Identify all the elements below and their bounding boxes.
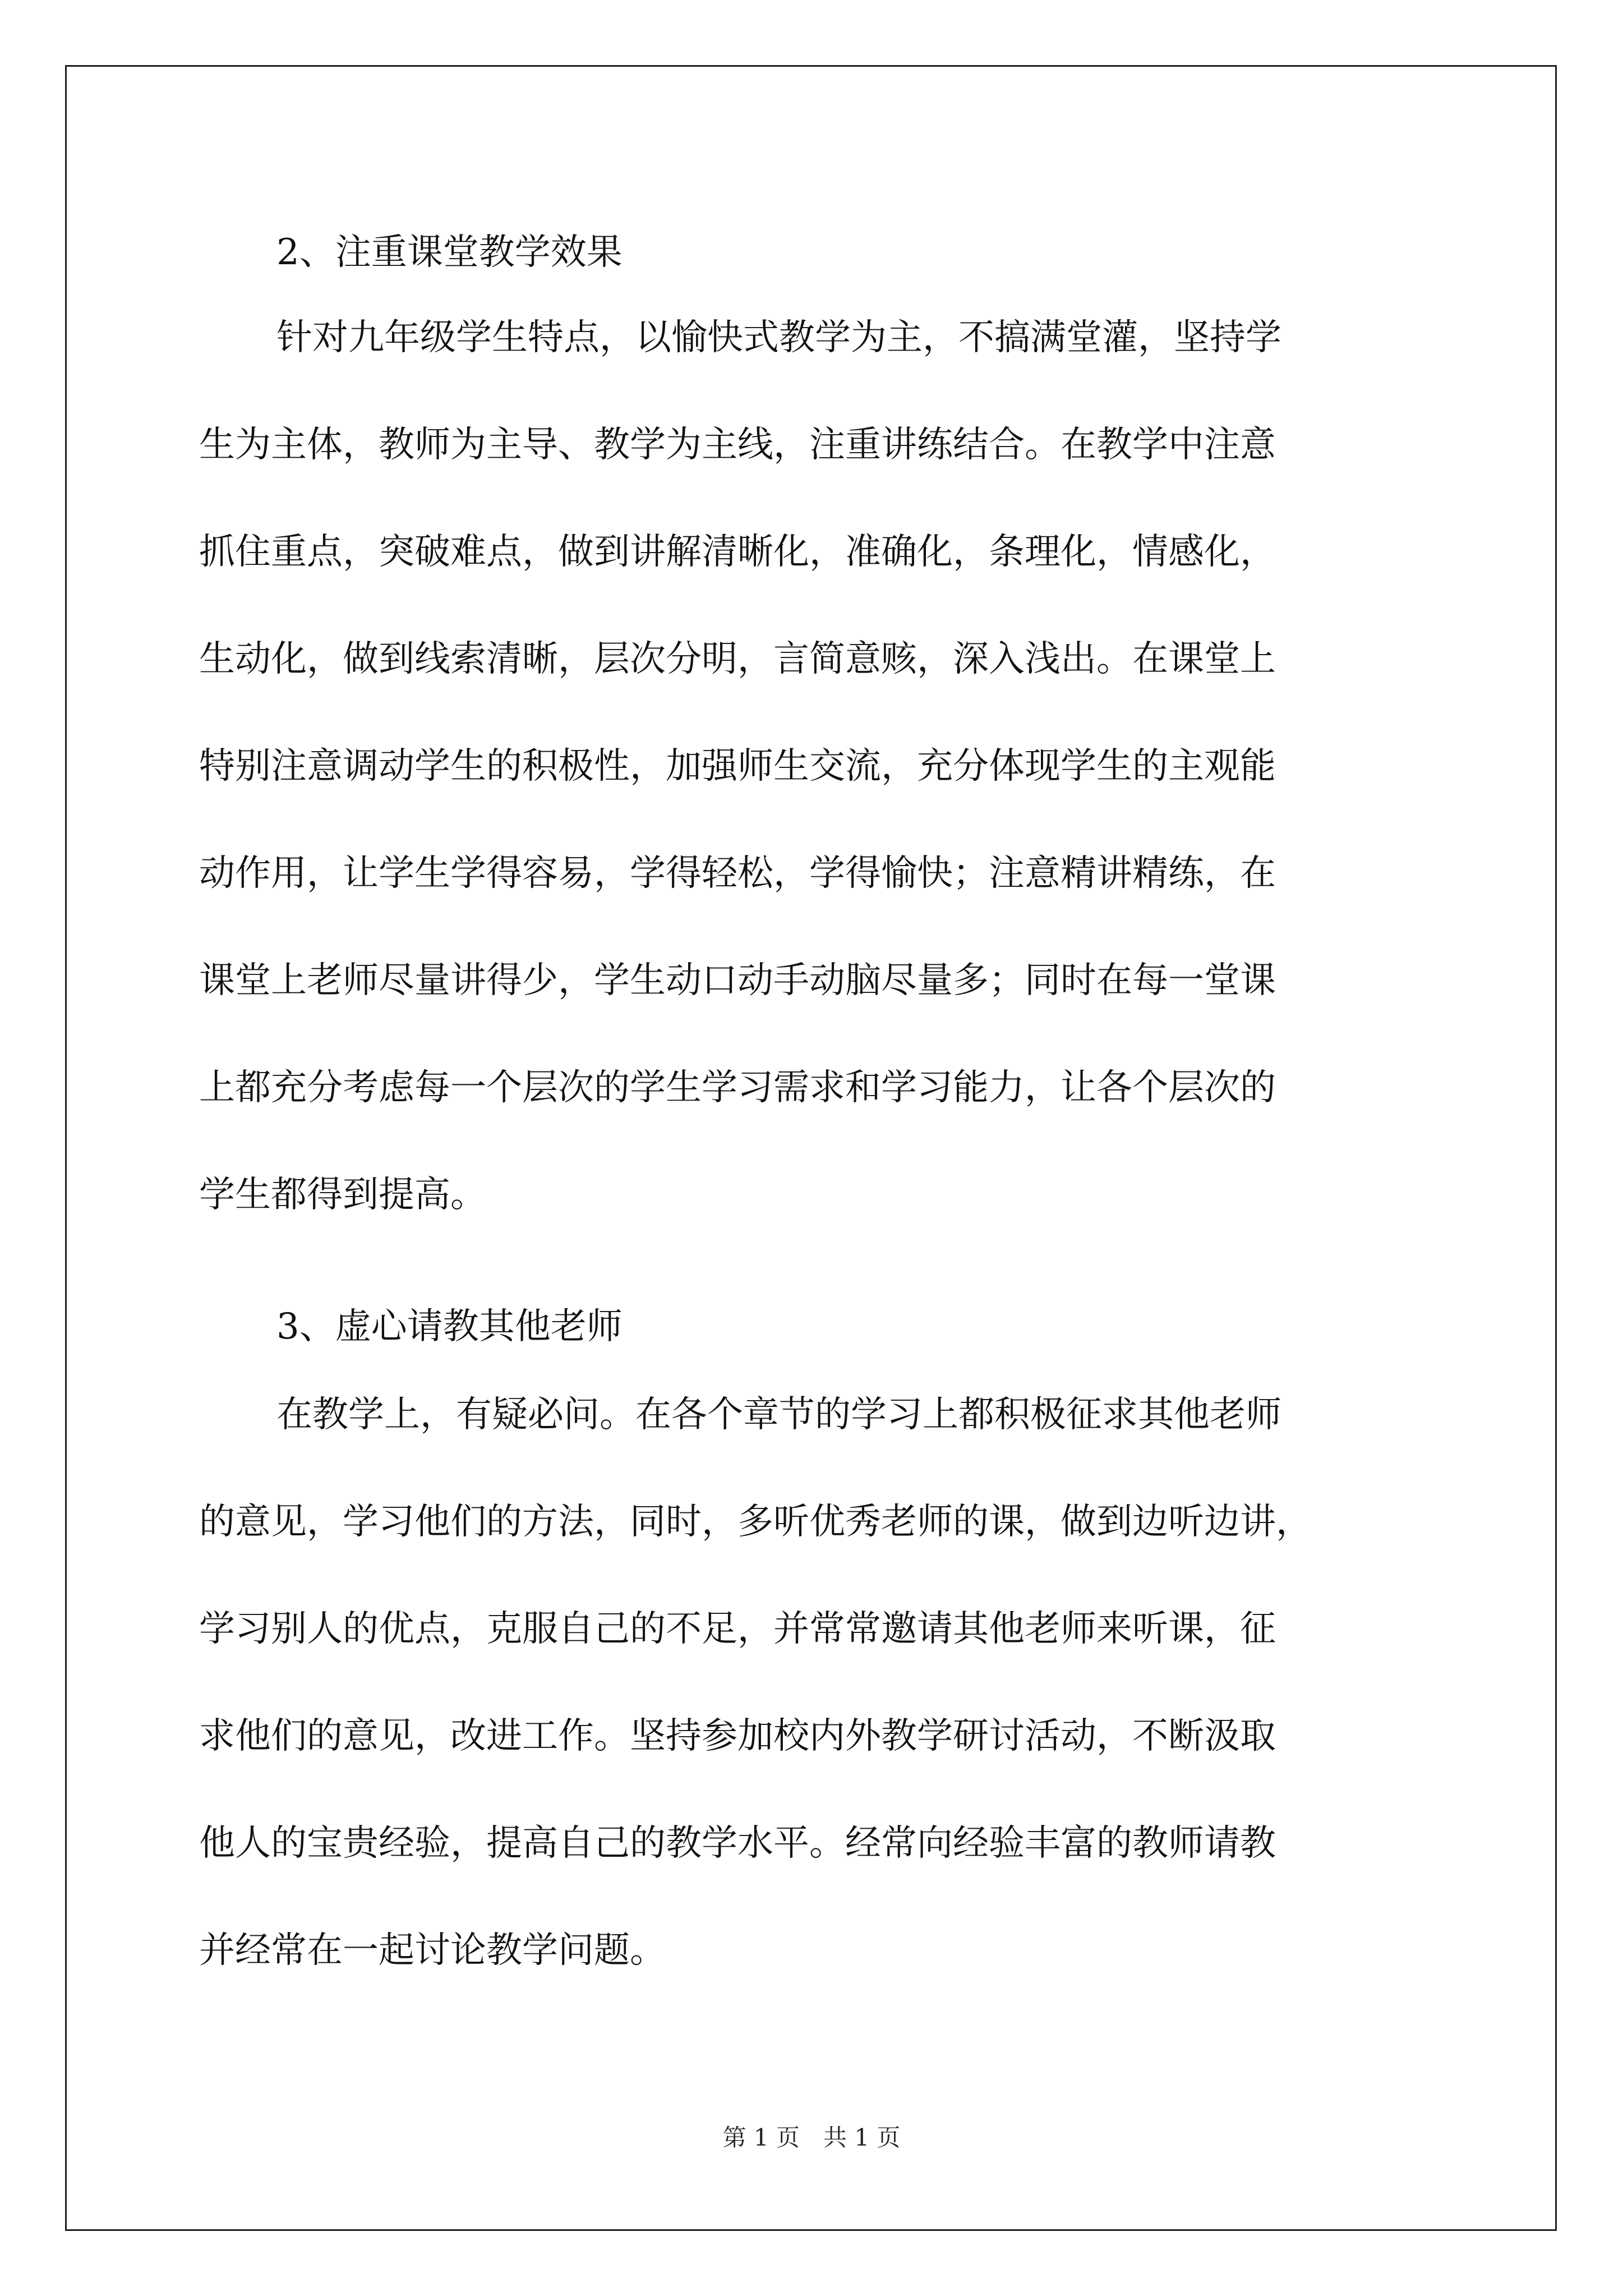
section-heading-2: 2、注重课堂教学效果 <box>276 232 623 273</box>
paragraph-line: 在教学上，有疑必问。在各个章节的学习上都积极征求其他老师 <box>276 1394 1281 1435</box>
paragraph-line: 的意见，学习他们的方法，同时，多听优秀老师的课，做到边听边讲， <box>199 1501 1312 1543</box>
page-border <box>65 65 1557 2231</box>
paragraph-line: 学生都得到提高。 <box>199 1174 486 1216</box>
paragraph-line: 上都充分考虑每一个层次的学生学习需求和学习能力，让各个层次的 <box>199 1067 1276 1108</box>
paragraph-line: 特别注意调动学生的积极性，加强师生交流，充分体现学生的主观能 <box>199 746 1276 787</box>
section-heading-3: 3、虚心请教其他老师 <box>276 1306 623 1347</box>
paragraph-line: 抓住重点，突破难点，做到讲解清晰化，准确化，条理化，情感化， <box>199 531 1276 573</box>
paragraph-line: 课堂上老师尽量讲得少，学生动口动手动脑尽量多；同时在每一堂课 <box>199 960 1276 1001</box>
paragraph-line: 生动化，做到线索清晰，层次分明，言简意赅，深入浅出。在课堂上 <box>199 638 1276 680</box>
paragraph-line: 生为主体，教师为主导、教学为主线，注重讲练结合。在教学中注意 <box>199 424 1276 466</box>
paragraph-line: 针对九年级学生特点，以愉快式教学为主，不搞满堂灌，坚持学 <box>276 317 1281 358</box>
paragraph-line: 动作用，让学生学得容易，学得轻松，学得愉快；注意精讲精练，在 <box>199 853 1276 894</box>
paragraph-line: 求他们的意见，改进工作。坚持参加校内外教学研讨活动，不断汲取 <box>199 1715 1276 1757</box>
paragraph-line: 他人的宝贵经验，提高自己的教学水平。经常向经验丰富的教师请教 <box>199 1823 1276 1864</box>
paragraph-line: 并经常在一起讨论教学问题。 <box>199 1930 666 1971</box>
paragraph-line: 学习别人的优点，克服自己的不足，并常常邀请其他老师来听课，征 <box>199 1608 1276 1650</box>
page-number-footer: 第 1 页 共 1 页 <box>722 2124 901 2151</box>
